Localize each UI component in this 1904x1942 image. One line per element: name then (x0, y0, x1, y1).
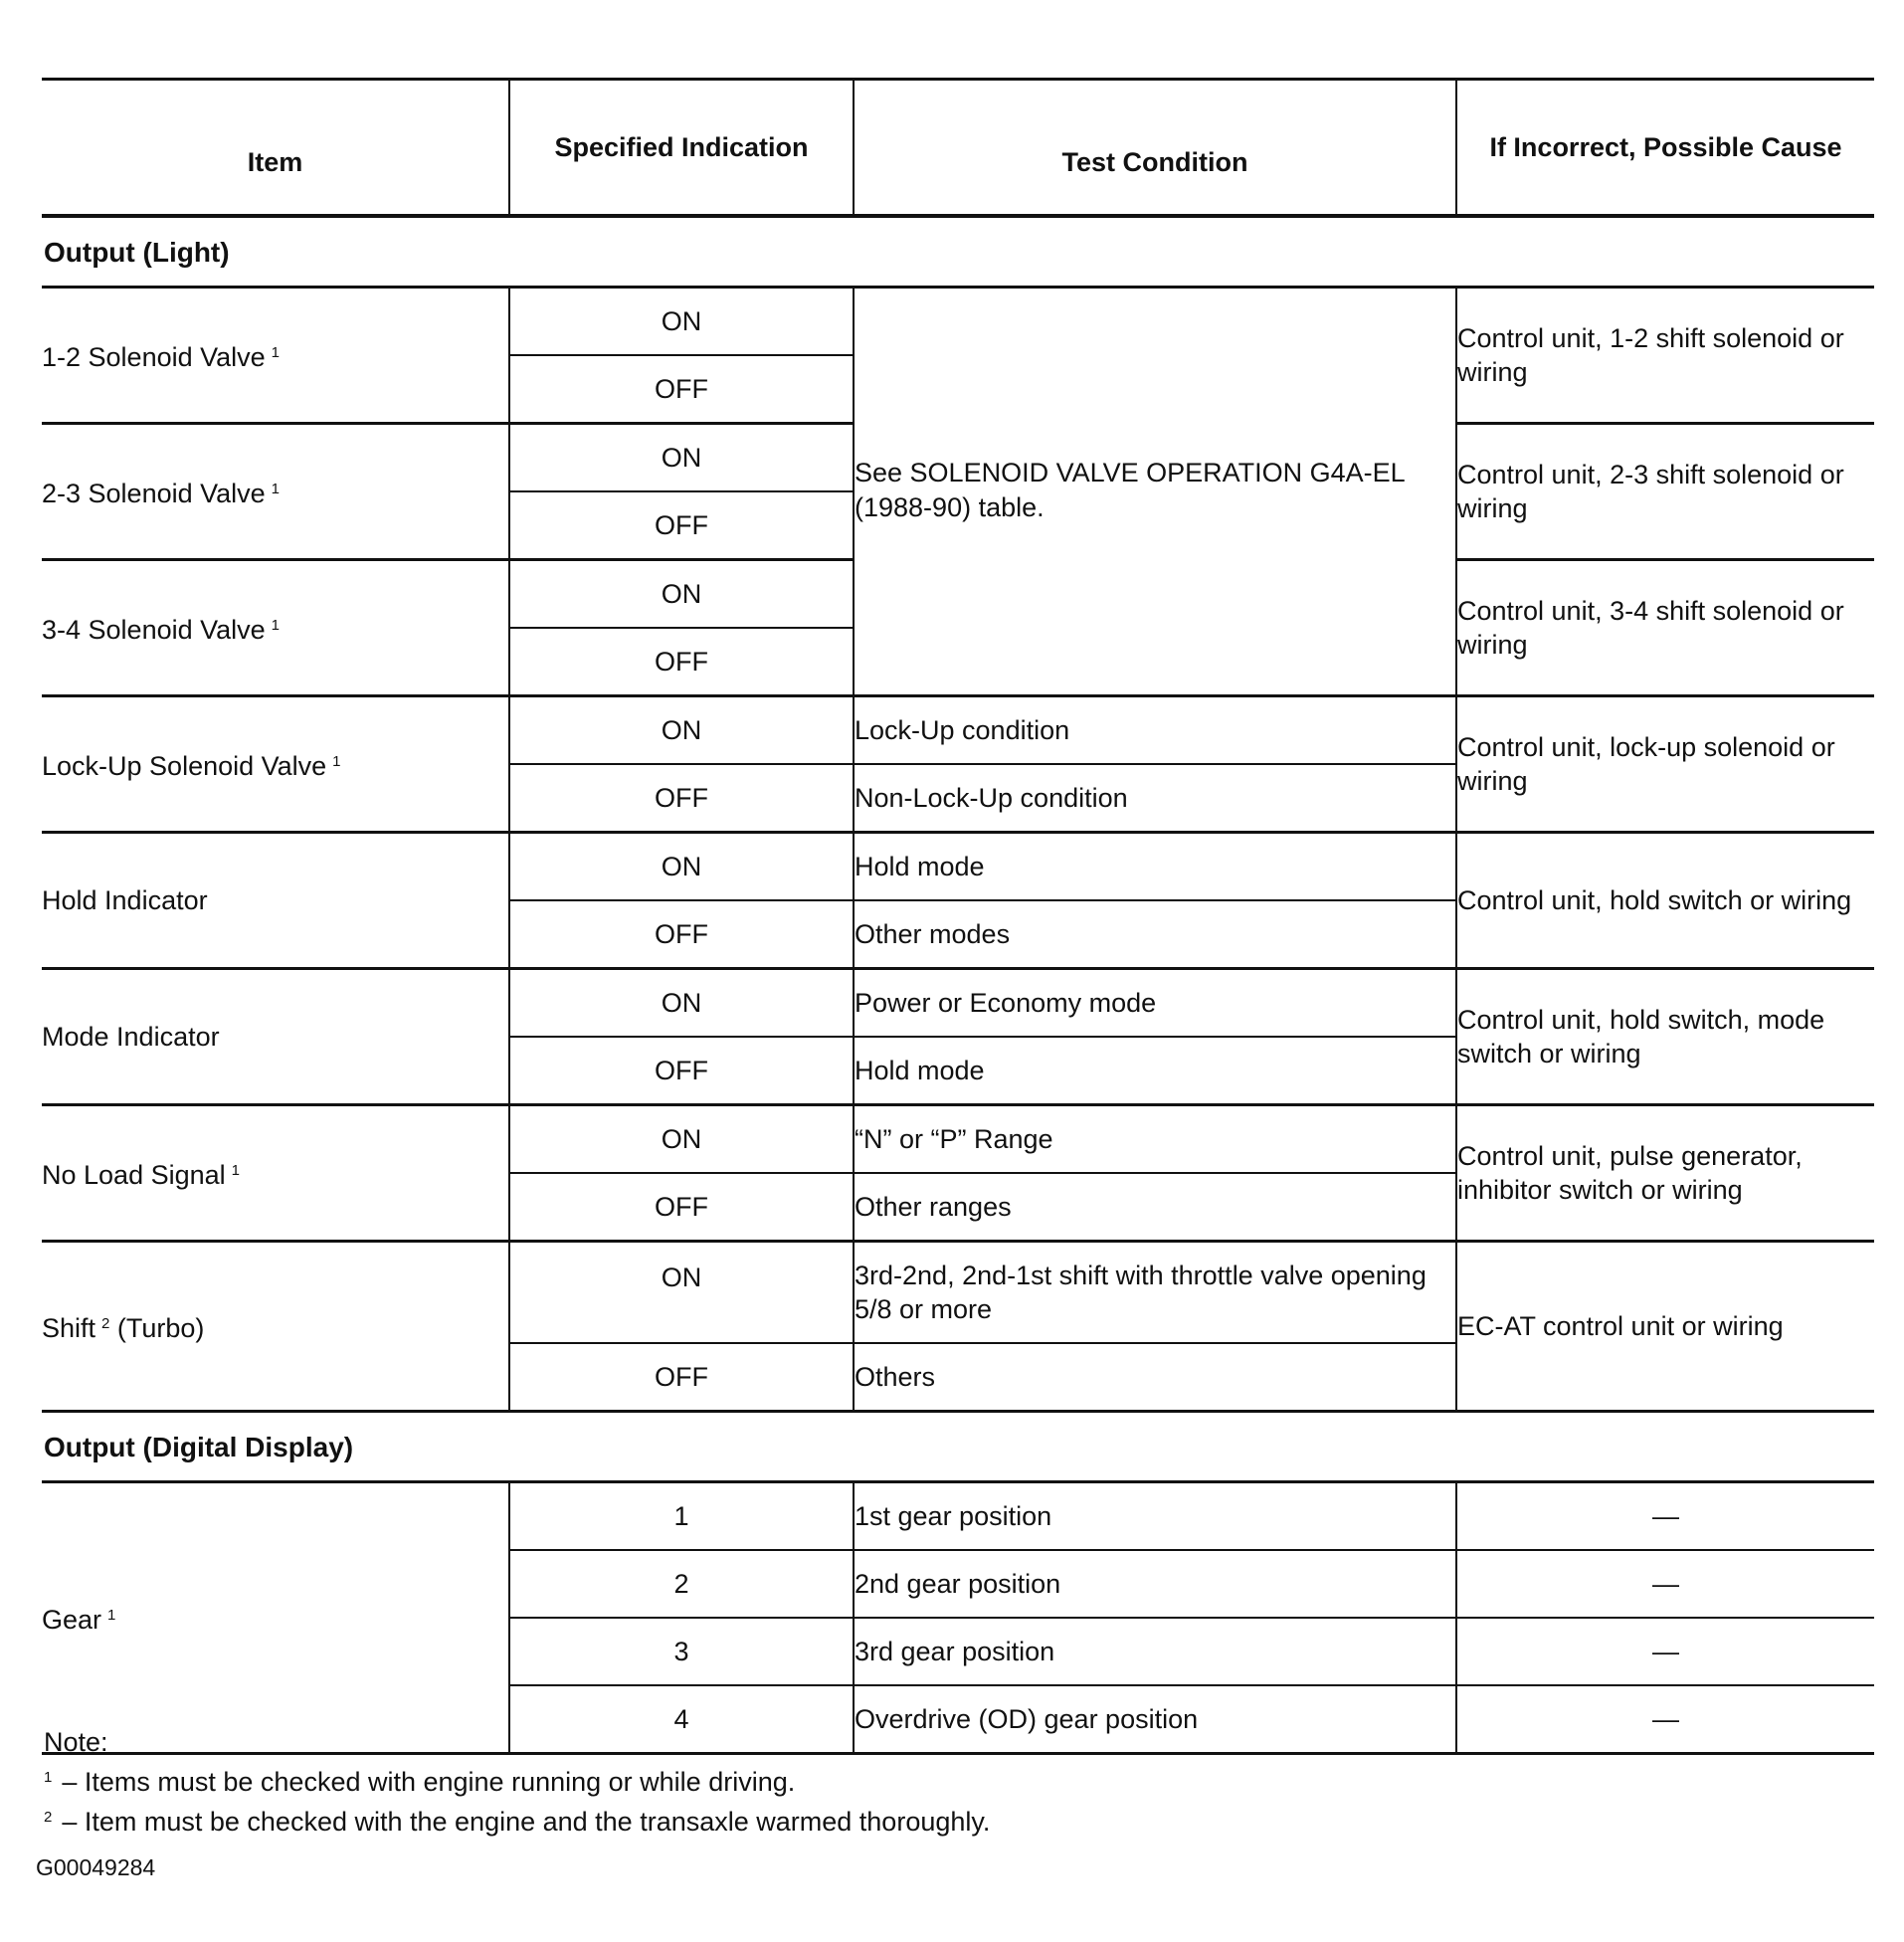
condition-cell: Non-Lock-Up condition (854, 764, 1456, 833)
condition-cell: Overdrive (OD) gear position (854, 1685, 1456, 1754)
footnote-mark: 1 (44, 1769, 53, 1786)
section-title: Output (Digital Display) (42, 1412, 1874, 1482)
cause-cell: Control unit, hold switch, mode switch or wiring (1456, 969, 1874, 1105)
note-text: – Item must be checked with the engine and the transaxle warmed thoroughly. (62, 1807, 991, 1837)
condition-cell: 3rd-2nd, 2nd-1st shift with throttle valve opening 5/8 or more (854, 1242, 1456, 1344)
item-label: Gear (42, 1605, 102, 1635)
condition-cell: “N” or “P” Range (854, 1105, 1456, 1174)
indication-cell: ON (509, 288, 854, 356)
cause-cell: — (1456, 1685, 1874, 1754)
footnote-mark: 1 (332, 753, 341, 770)
table-row (42, 833, 1874, 901)
note-line (44, 1760, 990, 1800)
item-cell (42, 1242, 509, 1412)
footnote-mark: 2 (101, 1315, 110, 1332)
item-cell: Hold Indicator (42, 833, 509, 969)
indication-cell: 3 (509, 1618, 854, 1685)
header-cause: If Incorrect, Possible Cause (1456, 80, 1874, 217)
header-condition: Test Condition (854, 80, 1456, 217)
table-row (42, 1482, 1874, 1551)
header-indication: Specified Indication (509, 80, 854, 217)
item-label: 1-2 Solenoid Valve (42, 342, 266, 372)
footnote-mark: 1 (231, 1162, 240, 1179)
item-cell: Mode Indicator (42, 969, 509, 1105)
condition-cell: Others (854, 1343, 1456, 1412)
table-row (42, 1105, 1874, 1174)
indication-cell: ON (509, 833, 854, 901)
cause-cell: Control unit, pulse generator, inhibitor switch or wiring (1456, 1105, 1874, 1242)
specification-table (42, 78, 1874, 1755)
section-title: Output (Light) (42, 216, 1874, 288)
cause-cell: Control unit, 2-3 shift solenoid or wiring (1456, 424, 1874, 560)
notes-block (44, 1725, 990, 1840)
item-label: 2-3 Solenoid Valve (42, 479, 266, 508)
condition-cell: Other modes (854, 900, 1456, 969)
condition-cell: Lock-Up condition (854, 696, 1456, 765)
condition-cell: Hold mode (854, 1037, 1456, 1105)
condition-cell: See SOLENOID VALVE OPERATION G4A-EL (1988-90) table. (854, 288, 1456, 696)
cause-cell: — (1456, 1618, 1874, 1685)
item-label: Shift (42, 1313, 96, 1343)
item-cell (42, 424, 509, 560)
condition-cell: Other ranges (854, 1173, 1456, 1242)
indication-cell: ON (509, 1105, 854, 1174)
cause-cell: Control unit, lock-up solenoid or wiring (1456, 696, 1874, 833)
section-row-digital (42, 1412, 1874, 1482)
item-label: 3-4 Solenoid Valve (42, 615, 266, 645)
condition-cell: 1st gear position (854, 1482, 1456, 1551)
indication-cell: ON (509, 424, 854, 492)
figure-id: G00049284 (36, 1854, 156, 1880)
table-row (42, 696, 1874, 765)
indication-cell: OFF (509, 764, 854, 833)
indication-cell: OFF (509, 900, 854, 969)
item-label: No Load Signal (42, 1160, 226, 1190)
condition-cell: Hold mode (854, 833, 1456, 901)
indication-cell: OFF (509, 491, 854, 560)
table-row (42, 1242, 1874, 1344)
cause-cell: Control unit, hold switch or wiring (1456, 833, 1874, 969)
condition-cell: 3rd gear position (854, 1618, 1456, 1685)
item-cell (42, 696, 509, 833)
cause-cell: — (1456, 1550, 1874, 1618)
header-item: Item (42, 80, 509, 217)
section-row-light (42, 216, 1874, 288)
note-line (44, 1800, 990, 1840)
cause-cell: Control unit, 1-2 shift solenoid or wiring (1456, 288, 1874, 424)
item-label: Lock-Up Solenoid Valve (42, 751, 327, 781)
indication-cell: OFF (509, 628, 854, 696)
indication-cell: OFF (509, 1343, 854, 1412)
item-cell (42, 1105, 509, 1242)
cause-cell: — (1456, 1482, 1874, 1551)
footnote-mark: 1 (271, 481, 280, 497)
indication-cell: ON (509, 1242, 854, 1344)
indication-cell: ON (509, 969, 854, 1038)
indication-cell: OFF (509, 1037, 854, 1105)
cause-cell: EC-AT control unit or wiring (1456, 1242, 1874, 1412)
item-suffix: (Turbo) (116, 1313, 205, 1343)
table-row (42, 288, 1874, 356)
footnote-mark: 1 (271, 617, 280, 634)
notes-title: Note: (44, 1727, 108, 1757)
indication-cell: 2 (509, 1550, 854, 1618)
item-cell (42, 288, 509, 424)
header-row (42, 80, 1874, 217)
table-row (42, 969, 1874, 1038)
indication-cell: ON (509, 560, 854, 629)
indication-cell: OFF (509, 1173, 854, 1242)
item-cell (42, 560, 509, 696)
indication-cell: 4 (509, 1685, 854, 1754)
indication-cell: 1 (509, 1482, 854, 1551)
indication-cell: ON (509, 696, 854, 765)
footnote-mark: 2 (44, 1809, 53, 1826)
item-cell (42, 1482, 509, 1754)
condition-cell: Power or Economy mode (854, 969, 1456, 1038)
note-text: – Items must be checked with engine running or while driving. (62, 1767, 796, 1797)
footnote-mark: 1 (107, 1607, 116, 1624)
condition-cell: 2nd gear position (854, 1550, 1456, 1618)
cause-cell: Control unit, 3-4 shift solenoid or wiring (1456, 560, 1874, 696)
indication-cell: OFF (509, 355, 854, 424)
footnote-mark: 1 (271, 344, 280, 361)
